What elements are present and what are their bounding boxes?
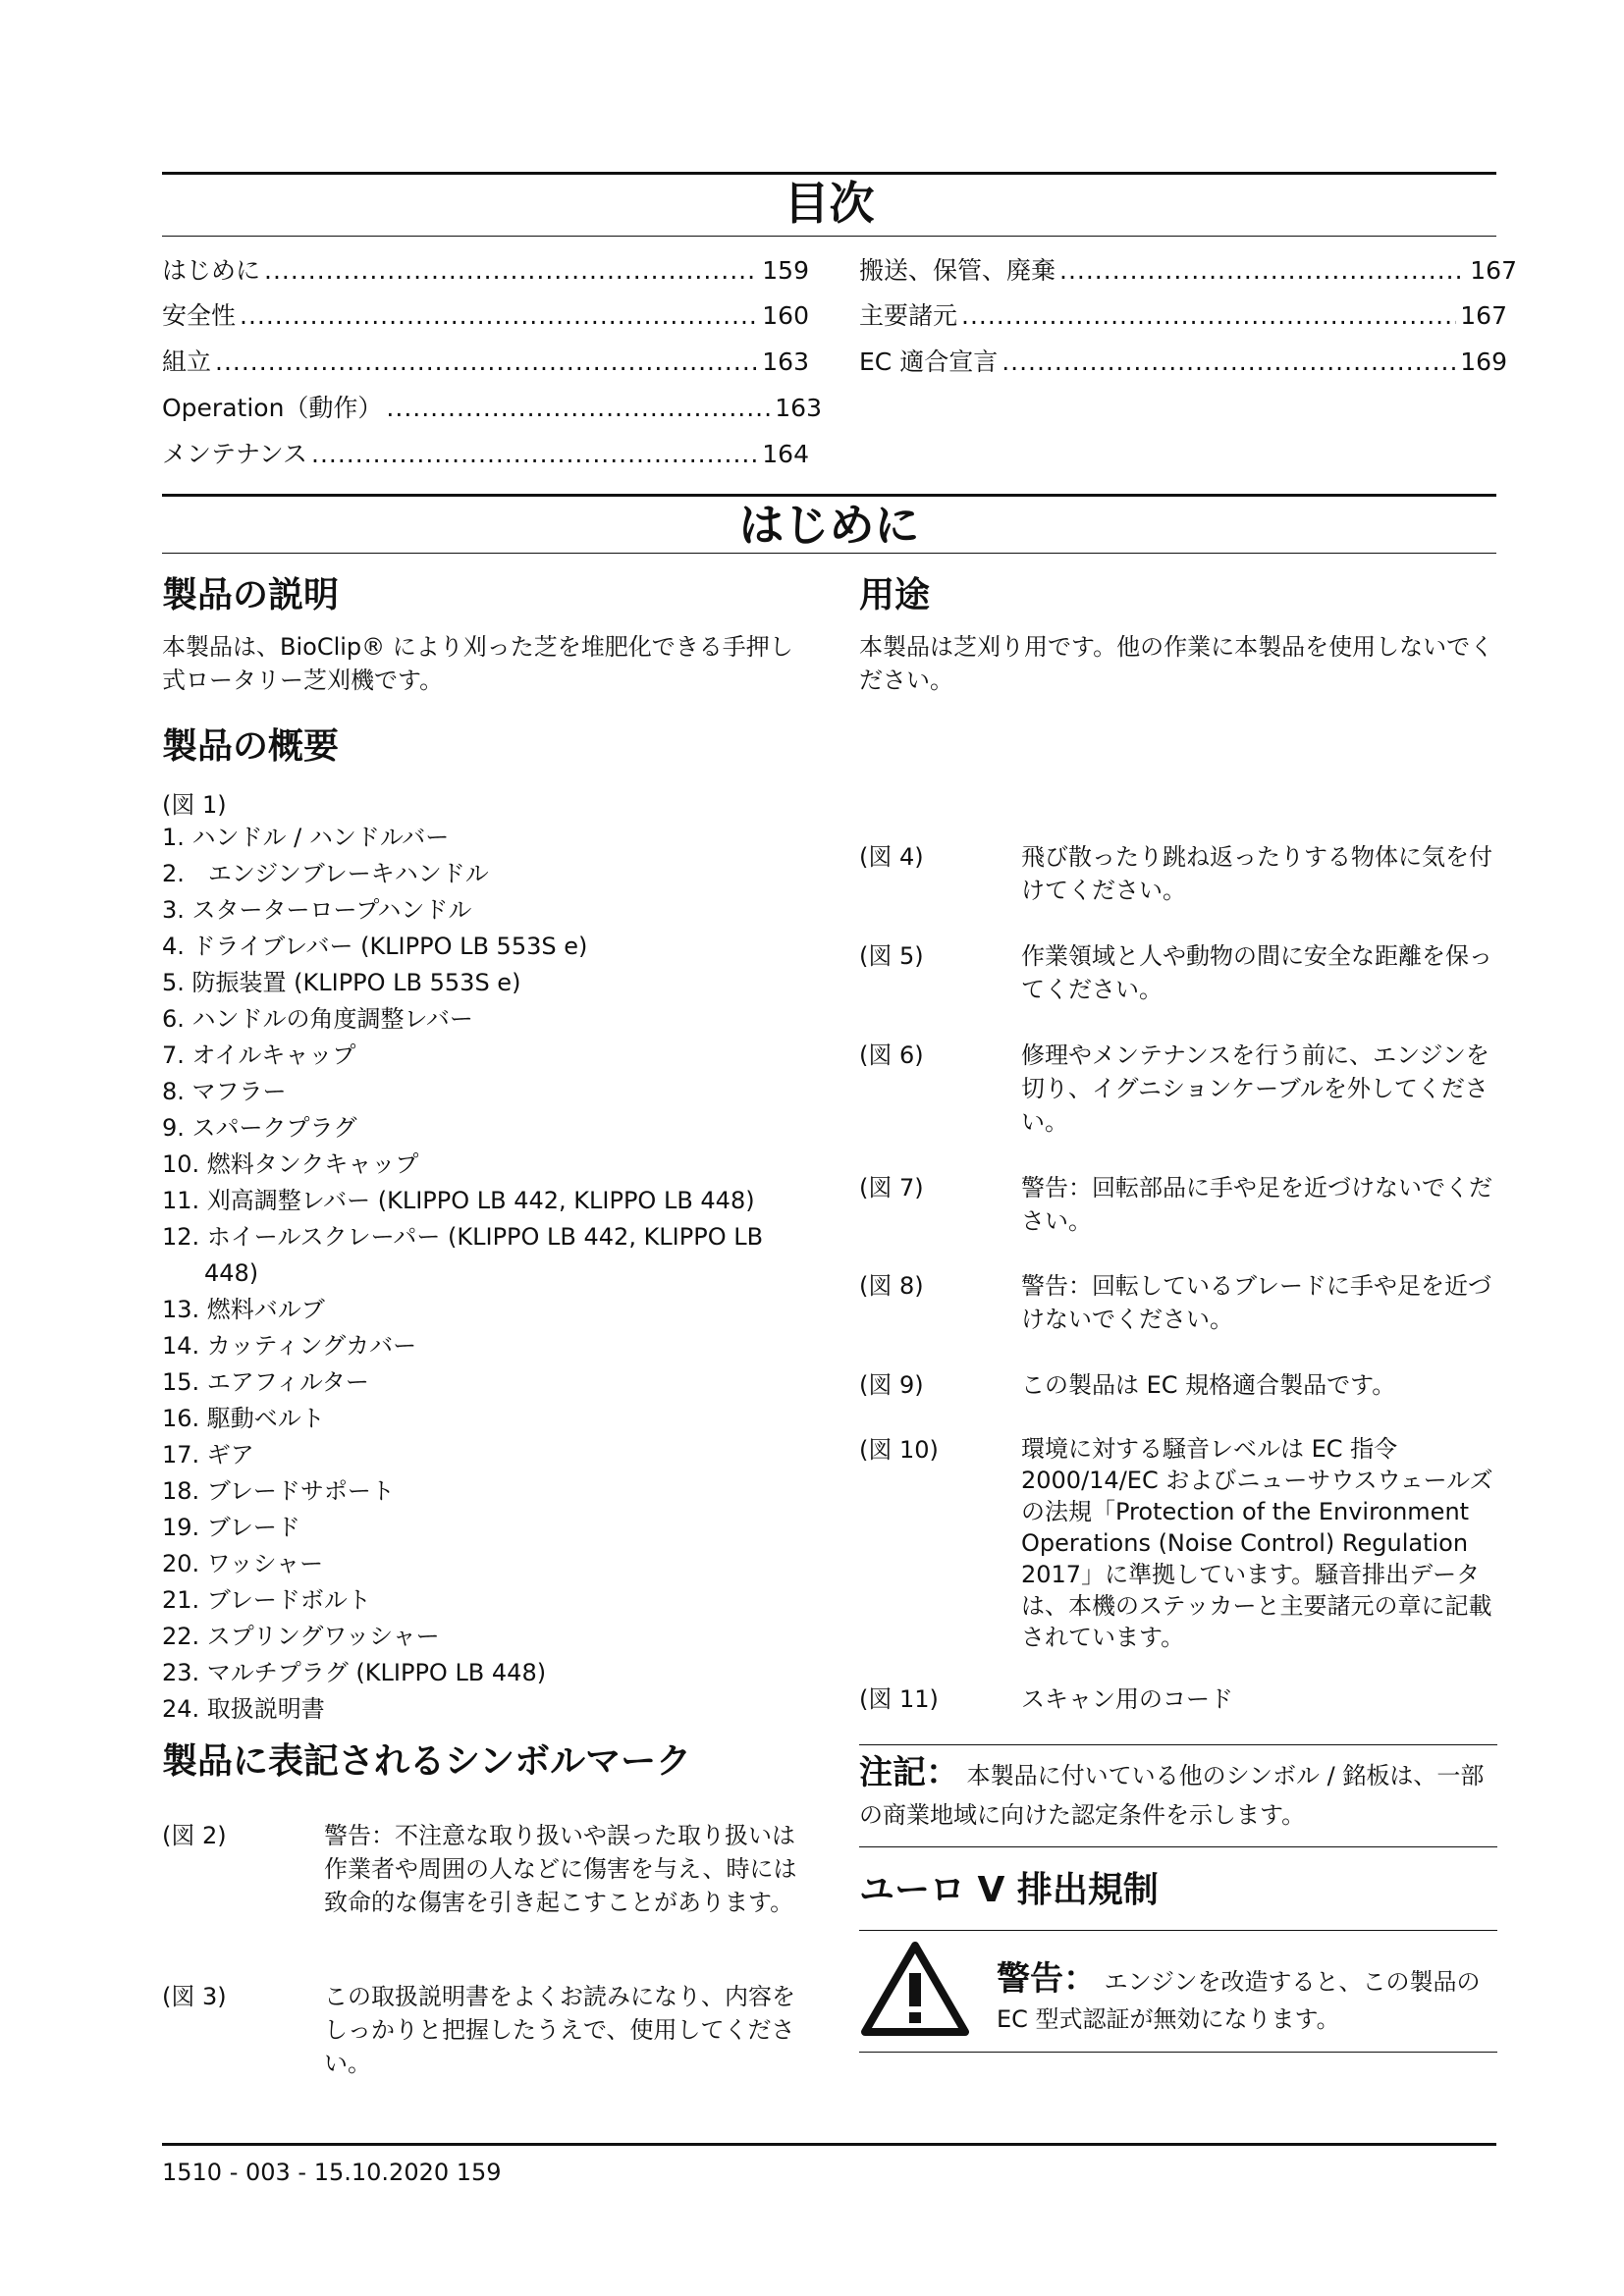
- toc-title: 目次: [784, 177, 875, 230]
- symbol-description: 警告：回転部品に手や足を近づけないでください。: [1021, 1174, 1492, 1235]
- list-item: 1. ハンドル / ハンドルバー: [162, 824, 450, 851]
- list-item: 11. 刈高調整レバー (KLIPPO LB 442, KLIPPO LB 448): [162, 1187, 755, 1214]
- symbol-description: 飛び散ったり跳ね返ったりする物体に気を付けてください。: [1021, 843, 1492, 904]
- note: [859, 1753, 1497, 1835]
- toc-entry-page: 164: [762, 440, 809, 468]
- warning-text: エンジンを改造すると、この製品の EC 型式認証が無効になります。: [997, 1968, 1481, 2033]
- list-item: 21. ブレードボルト: [162, 1586, 371, 1614]
- symbol-figure-ref: (図 4): [859, 843, 924, 871]
- symbol-figure-ref: (図 6): [859, 1041, 924, 1069]
- list-item: 18. ブレードサポート: [162, 1477, 395, 1505]
- symbol-description: 作業領域と人や動物の間に安全な距離を保ってください。: [1021, 942, 1492, 1003]
- list-item: 6. ハンドルの角度調整レバー: [162, 1005, 473, 1033]
- description-heading: 製品の説明: [162, 575, 340, 615]
- list-item: 8. マフラー: [162, 1078, 287, 1105]
- list-item: 3. スターターロープハンドル: [162, 896, 472, 924]
- toc-entry[interactable]: [859, 343, 1507, 378]
- list-item: 23. マルチプラグ (KLIPPO LB 448): [162, 1659, 547, 1686]
- note-label: 注記：: [859, 1753, 959, 1792]
- toc-entry-page: 169: [1460, 347, 1507, 376]
- symbol-figure-ref: (図 2): [162, 1822, 227, 1849]
- list-item: 17. ギア: [162, 1441, 254, 1468]
- list-item: 10. 燃料タンクキャップ: [162, 1150, 419, 1178]
- list-item: 14. カッティングカバー: [162, 1332, 417, 1360]
- list-item: 5. 防振装置 (KLIPPO LB 553S e): [162, 969, 521, 996]
- symbol-figure-ref: (図 9): [859, 1371, 924, 1399]
- toc-entry[interactable]: [859, 296, 1507, 332]
- description-text: 本製品は、BioClip® により刈った芝を堆肥化できる手押し式ロータリー芝刈機です。: [162, 633, 793, 694]
- symbol-figure-ref: (図 8): [859, 1272, 924, 1300]
- note-top-rule: [859, 1744, 1497, 1745]
- list-item: 22. スプリングワッシャー: [162, 1623, 440, 1650]
- toc-entry-page: 159: [762, 256, 809, 285]
- toc-entry-label: 主要諸元: [859, 301, 958, 330]
- overview-figure-ref: (図 1): [162, 791, 227, 819]
- intro-title: はじめに: [738, 499, 920, 552]
- symbol-description: 環境に対する騒音レベルは EC 指令 2000/14/EC およびニューサウスウェールズの法規「Protection of the Environment Operations (Noise Control) Regulation 2017」に準拠しています。騒音排出データは、本機のステッカーと主要諸元の章に記載されています。: [1021, 1435, 1493, 1651]
- euro-heading: ユーロ V 排出規制: [859, 1870, 1159, 1910]
- note-bottom-rule: [859, 1846, 1497, 1847]
- toc-entry[interactable]: [162, 435, 809, 470]
- symbol-figure-ref: (図 11): [859, 1685, 939, 1713]
- toc-entry-page: 167: [1460, 301, 1507, 330]
- symbols-heading: 製品に表記されるシンボルマーク: [162, 1741, 692, 1782]
- toc-entry[interactable]: [162, 251, 809, 287]
- toc-entry-page: 167: [1470, 256, 1517, 285]
- footer-text: 1510 - 003 - 15.10.2020 159: [162, 2159, 502, 2186]
- list-item: 12. ホイールスクレーパー (KLIPPO LB 442, KLIPPO LB 448): [162, 1223, 764, 1287]
- overview-heading: 製品の概要: [162, 726, 340, 767]
- list-item: 4. ドライブレバー (KLIPPO LB 553S e): [162, 933, 588, 960]
- symbol-description: 警告：不注意な取り扱いや誤った取り扱いは作業者や周囲の人などに傷害を与え、時には致命的な傷害を引き起こすことがあります。: [324, 1822, 797, 1916]
- toc-entry-page: 160: [762, 301, 809, 330]
- note-text: 本製品に付いている他のシンボル / 銘板は、一部の商業地域に向けた認定条件を示します。: [859, 1762, 1485, 1829]
- symbol-figure-ref: (図 5): [859, 942, 924, 970]
- symbol-description: 修理やメンテナンスを行う前に、エンジンを切り、イグニションケーブルを外してください。: [1021, 1041, 1489, 1136]
- toc-entry-label: 組立: [162, 347, 212, 376]
- list-item: 15. エアフィルター: [162, 1368, 369, 1396]
- toc-entry[interactable]: [859, 251, 1517, 287]
- symbol-description: この取扱説明書をよくお読みになり、内容をしっかりと把握したうえで、使用してください。: [324, 1983, 795, 2077]
- toc-entry[interactable]: [162, 343, 809, 378]
- intro-top-rule: [162, 494, 1496, 497]
- toc-entry-label: EC 適合宣言: [859, 347, 999, 376]
- symbol-figure-ref: (図 10): [859, 1436, 939, 1464]
- symbol-figure-ref: (図 3): [162, 1983, 227, 2010]
- list-item: 20. ワッシャー: [162, 1550, 324, 1577]
- footer-rule: [162, 2143, 1496, 2146]
- toc-entry-label: はじめに: [162, 256, 261, 285]
- list-item: 24. 取扱説明書: [162, 1695, 325, 1723]
- symbol-description: この製品は EC 規格適合製品です。: [1021, 1371, 1396, 1399]
- list-item: 2. エンジンブレーキハンドル: [162, 860, 489, 887]
- purpose-text: 本製品は芝刈り用です。他の作業に本製品を使用しないでください。: [859, 633, 1494, 694]
- toc-entry-label: 安全性: [162, 301, 237, 330]
- list-item: 9. スパークプラグ: [162, 1114, 357, 1142]
- symbol-description: スキャン用のコード: [1021, 1685, 1233, 1713]
- toc-bottom-rule: [162, 236, 1496, 237]
- toc-entry-page: 163: [762, 347, 809, 376]
- toc-entry[interactable]: [162, 296, 809, 332]
- symbol-figure-ref: (図 7): [859, 1174, 924, 1201]
- overview-parts-list: [162, 820, 820, 1728]
- purpose-heading: 用途: [859, 575, 931, 615]
- list-item: 13. 燃料バルブ: [162, 1296, 325, 1323]
- list-item: 7. オイルキャップ: [162, 1041, 356, 1069]
- warning-triangle-icon: [861, 1942, 969, 2036]
- intro-bottom-rule: [162, 553, 1496, 554]
- warning-label: 警告：: [997, 1959, 1097, 1999]
- list-item: 19. ブレード: [162, 1514, 300, 1541]
- warning-top-rule: [859, 1930, 1497, 1931]
- toc-entry-label: メンテナンス: [162, 440, 308, 468]
- toc-entry-page: 163: [775, 394, 822, 422]
- list-item: 16. 駆動ベルト: [162, 1405, 325, 1432]
- toc-top-rule: [162, 172, 1496, 175]
- toc-entry[interactable]: [162, 389, 822, 424]
- toc-entry-label: Operation（動作）: [162, 394, 383, 422]
- warning: [997, 1960, 1502, 2038]
- symbol-description: 警告：回転しているブレードに手や足を近づけないでください。: [1021, 1272, 1492, 1333]
- toc-entry-label: 搬送、保管、廃棄: [859, 256, 1056, 285]
- warning-bottom-rule: [859, 2052, 1497, 2053]
